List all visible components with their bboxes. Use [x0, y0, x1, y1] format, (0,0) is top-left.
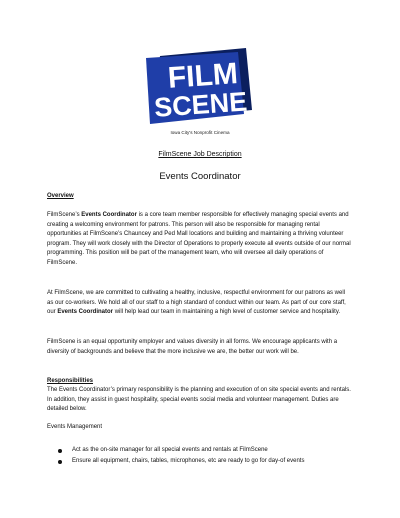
- logo-tagline: Iowa City's Nonprofit Cinema: [170, 130, 230, 135]
- overview-paragraph-2: At FilmScene, we are committed to cultivating a healthy, inclusive, respectful environment for our patrons as well as our co-workers. We hold all of our staff to a high standard of conduct within our team. As part of our core staff, our Events Coordinator will help lead our team in maintaining a high level of customer service and hospitality.: [47, 290, 346, 316]
- list-item: Act as the on-site manager for all special events and rentals at FilmScene: [58, 445, 358, 456]
- responsibilities-paragraph: The Events Coordinator’s primary responsibility is the planning and execution of on site special events and rentals. In addition, they assist in guest hospitality, special events social media and volunteer management. Duties are detailed below.: [47, 387, 351, 413]
- responsibilities-list: [58, 445, 358, 467]
- overview-heading: Overview: [47, 193, 74, 199]
- responsibilities-heading: Responsibilities: [47, 378, 94, 384]
- page-title: Events Coordinator: [159, 171, 241, 182]
- role-name: Events Coordinator: [57, 309, 114, 316]
- role-name: Events Coordinator: [81, 212, 137, 218]
- overview-paragraph-3: FilmScene is an equal opportunity employer and values diversity in all forms. We encourage applicants with a diversity of backgrounds and believe that the more inclusive we are, the better our work will be.: [47, 339, 338, 355]
- overview-paragraph-1: FilmScene’s Events Coordinator is a core team member responsible for effectively managing special events and creating a welcoming environment for patrons. This person will also be responsible for managing rental opportunities at FilmScene’s Chauncey and Ped Mall locations and building and maintaining a thriving volunteer program. They will work closely with the Director of Operations to properly execute all events outside of our normal programming. This position will be part of the management team, who will oversee all daily operations of FilmScene.: [47, 212, 351, 266]
- bullet-icon: [58, 460, 62, 464]
- filmscene-logo: [146, 48, 252, 128]
- document-type: FilmScene Job Description: [158, 151, 242, 158]
- events-management-subheading: Events Management: [47, 424, 103, 430]
- bullet-icon: [58, 449, 62, 453]
- logo-line-2: SCENE: [153, 86, 249, 123]
- list-item: Ensure all equipment, chairs, tables, microphones, etc are ready to go for day-of events: [58, 456, 358, 467]
- logo-line-1: FILM: [166, 57, 239, 95]
